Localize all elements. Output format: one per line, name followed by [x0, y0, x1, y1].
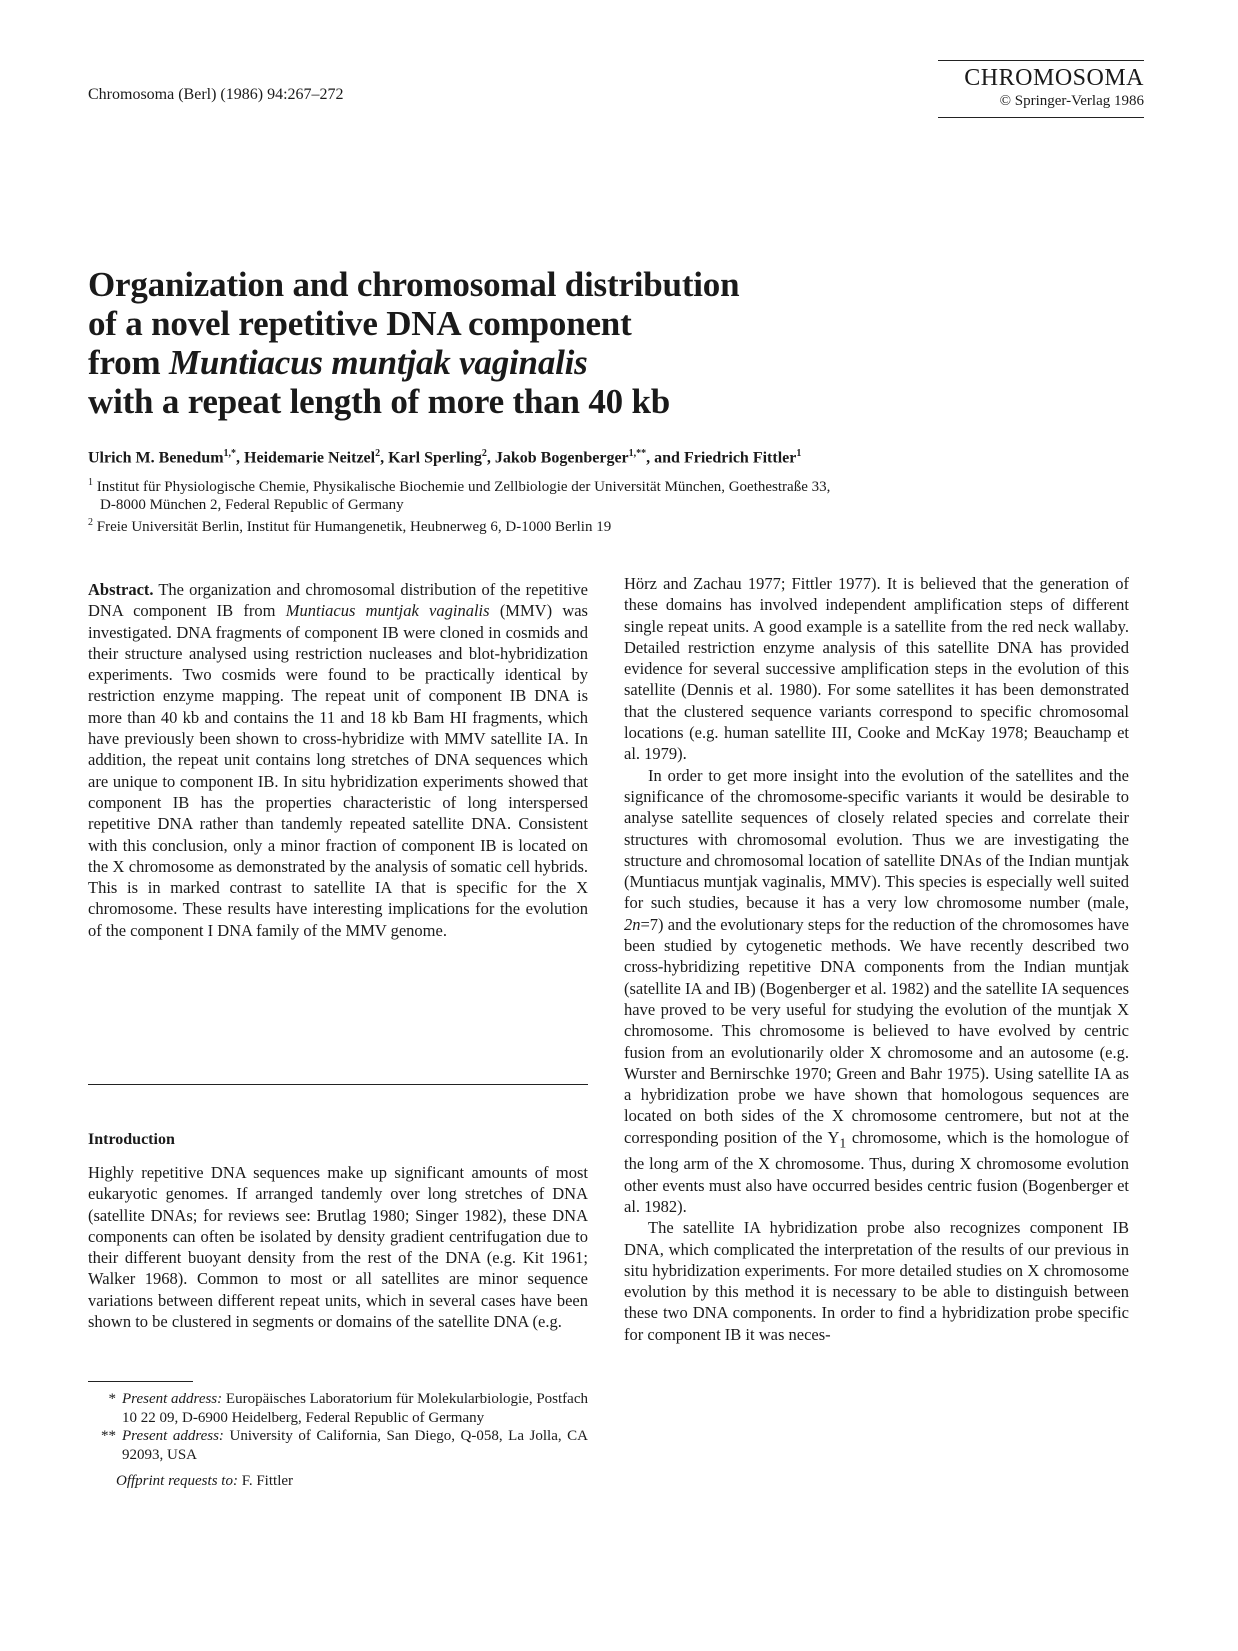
- title-line-2: of a novel repetitive DNA component: [88, 304, 632, 343]
- author-name: Friedrich Fittler: [683, 449, 797, 467]
- author-affiliation-mark: 1,*: [223, 448, 237, 459]
- author-and: and: [654, 449, 684, 467]
- right-paragraph-2-a: In order to get more insight into the evolution of the satellites and the significance of the chromosome-specific variants it would be desirable to analyse satellite sequences of closely related species and correlate their structures with chromosomal evolution. Thus we are investigating the structure and chromosomal location of satellite DNAs of the Indian muntjak (Muntiacus muntjak vaginalis, MMV). This species is especially well suited for such studies, because it has a very low chromosome number (male,: [624, 765, 1129, 913]
- footnotes: [88, 1390, 588, 1491]
- article-title: [88, 265, 988, 421]
- footnote-body: University of California, San Diego, Q-058, La Jolla, CA 92093, USA: [122, 1428, 589, 1463]
- abstract-species: Muntiacus muntjak vaginalis: [285, 601, 490, 621]
- right-column: [624, 573, 1129, 1345]
- y-subscript: 1: [839, 1135, 847, 1151]
- right-paragraph-2-b: =7) and the evolutionary steps for the reduction of the chromosomes have been studied by cytogenetic methods. We have recently described two cross-hybridizing repetitive DNA components from the Indian muntjak (satellite IA and IB) (Bogenberger et al. 1982) and the satellite IA sequences have proved to be very useful for studying the evolution of the muntjak X chromosome. This chromosome is believed to have evolved by centric fusion from an evolutionarily older X chromosome and an autosome (e.g. Wurster and Bernirschke 1970; Green and Bahr 1975). Using satellite IA as a hybridization probe we have shown that homologous sequences are located on both sides of the X chromosome centromere, but not at the corresponding position of the Y: [624, 914, 1129, 1147]
- footnote-mark: **: [101, 1428, 116, 1444]
- footnote-rule: [88, 1381, 193, 1382]
- right-paragraph-1: Hörz and Zachau 1977; Fittler 1977). It is believed that the generation of these domains has involved independent amplification steps of different single repeat units. A good example is a satellite from the red neck wallaby. Detailed restriction enzyme analysis of this satellite DNA has provided evidence for several successive amplification steps in the evolution of this satellite (Dennis et al. 1980). For some satellites it has been demonstrated that the clustered sequence variants correspond to specific chromosomal locations (e.g. human satellite III, Cooke and McKay 1978; Beauchamp et al. 1979).: [624, 574, 1129, 764]
- running-head: Chromosoma (Berl) (1986) 94:267–272: [88, 86, 344, 103]
- footnote-label: Present address:: [122, 1428, 224, 1444]
- footnote-mark: *: [108, 1391, 116, 1407]
- footnote-2: [88, 1427, 588, 1464]
- chromosome-number: 2n: [624, 914, 641, 934]
- affiliation-1-cont: D-8000 München 2, Federal Republic of Germany: [100, 497, 404, 513]
- introduction-paragraph-1: Highly repetitive DNA sequences make up significant amounts of most eukaryotic genomes. If arranged tandemly over long stretches of DNA (satellite DNAs; for reviews see: Brutlag 1980; Singer 1982), these DNA components can often be isolated by density gradient centrifugation due to their different buoyant density from the rest of the DNA (e.g. Kit 1961; Walker 1968). Common to most or all satellites are minor sequence variations between different repeat units, which in several cases have been shown to be clustered in segments or domains of the satellite DNA (e.g.: [88, 1163, 588, 1332]
- offprint-label: Offprint requests to:: [116, 1473, 238, 1489]
- author-list: Ulrich M. Benedum$^{1,*}$, Heidemarie Neitzel$^2$, Karl Sperling$^2$, Jakob Bogenberger$^{1,**}$, and Friedrich Fittler$^1$: [88, 448, 802, 467]
- title-species: Muntiacus muntjak vaginalis: [168, 343, 588, 382]
- author-name: Ulrich M. Benedum: [88, 449, 224, 467]
- abstract: [88, 579, 588, 941]
- author-affiliation-mark: 2: [375, 448, 381, 459]
- publisher-copyright: © Springer-Verlag 1986: [999, 93, 1144, 109]
- offprint-name: F. Fittler: [237, 1473, 294, 1489]
- right-paragraph-2-c: chromosome, which is the homologue of the long arm of the X chromosome. Thus, during X chromosome evolution other events must also have occurred besides centric fusion (Bogenberger et al. 1982).: [624, 1127, 1129, 1216]
- author-name: Jakob Bogenberger: [494, 449, 629, 467]
- author-affiliation-mark: 2: [481, 448, 487, 459]
- journal-masthead: [938, 60, 1144, 118]
- title-line-3: [88, 343, 988, 382]
- author-affiliation-mark: 1,**: [628, 448, 647, 459]
- abstract-text-1: The organization and chromosomal distribution of the repetitive DNA component IB from: [88, 580, 588, 621]
- affiliation-text: Freie Universität Berlin, Institut für Humangenetik, Heubnerweg 6, D-1000 Berlin 19: [96, 519, 612, 535]
- title-line-4: with a repeat length of more than 40 kb: [88, 382, 671, 421]
- affiliation-number: 1: [88, 477, 93, 488]
- right-paragraph-2: [624, 765, 1129, 1218]
- abstract-label: Abstract.: [88, 580, 154, 599]
- affiliation-number: 2: [88, 517, 93, 528]
- masthead-top-rule: [938, 60, 1144, 61]
- affiliations: [88, 474, 1168, 536]
- abstract-paragraph: [88, 579, 588, 941]
- footnote-text: [122, 1390, 588, 1427]
- abstract-divider: [88, 1084, 588, 1085]
- author-affiliation-mark: 1: [796, 448, 802, 459]
- introduction-heading: Introduction: [88, 1131, 175, 1148]
- footnote-label: Present address:: [122, 1391, 223, 1407]
- right-paragraph-3: The satellite IA hybridization probe also recognizes component IB DNA, which complicated the interpretation of the results of our previous in situ hybridization experiments. For more detailed studies on X chromosome evolution by this method it is necessary to be able to distinguish between these two DNA components. In order to find a hybridization probe specific for component IB it was neces-: [624, 1218, 1129, 1344]
- author-name: Karl Sperling: [388, 449, 482, 467]
- title-from: from: [88, 343, 169, 382]
- abstract-text-2: (MMV) was investigated. DNA fragments of component IB were cloned in cosmids and their structure analysed using restriction nucleases and blot-hybridization experiments. Two cosmids were found to be practically identical by restriction enzyme mapping. The repeat unit of component IB DNA is more than 40 kb and contains the 11 and 18 kb Bam HI fragments, which have previously been shown to cross-hybridize with MMV satellite IA. In addition, the repeat unit contains long stretches of DNA sequences which are unique to component IB. In situ hybridization experiments showed that component IB has the properties characteristic of long interspersed repetitive DNA rather than tandemly repeated satellite DNA. Consistent with this conclusion, only a minor fraction of component IB is located on the X chromosome as demonstrated by the analysis of somatic cell hybrids. This is in marked contrast to satellite IA that is specific for the X chromosome. These results have interesting implications for the evolution of the component I DNA family of the MMV genome.: [88, 601, 588, 940]
- masthead-bottom-rule: [938, 117, 1144, 118]
- introduction-body: [88, 1162, 588, 1332]
- footnote-1: [88, 1390, 588, 1427]
- title-line-1: Organization and chromosomal distribution: [88, 265, 740, 304]
- affiliation-2: [88, 514, 1168, 536]
- footnote-text: [122, 1427, 588, 1464]
- journal-name: CHROMOSOMA: [964, 65, 1144, 91]
- affiliation-text: Institut für Physiologische Chemie, Physikalische Biochemie und Zellbiologie der Universität München, Goethestraße 33,: [96, 479, 831, 495]
- offprint-requests: [88, 1472, 588, 1491]
- affiliation-1: [88, 474, 1168, 496]
- footnote-body: Europäisches Laboratorium für Molekularbiologie, Postfach 10 22 09, D-6900 Heidelberg, Federal Republic of Germany: [122, 1391, 588, 1426]
- author-name: Heidemarie Neitzel: [244, 449, 376, 467]
